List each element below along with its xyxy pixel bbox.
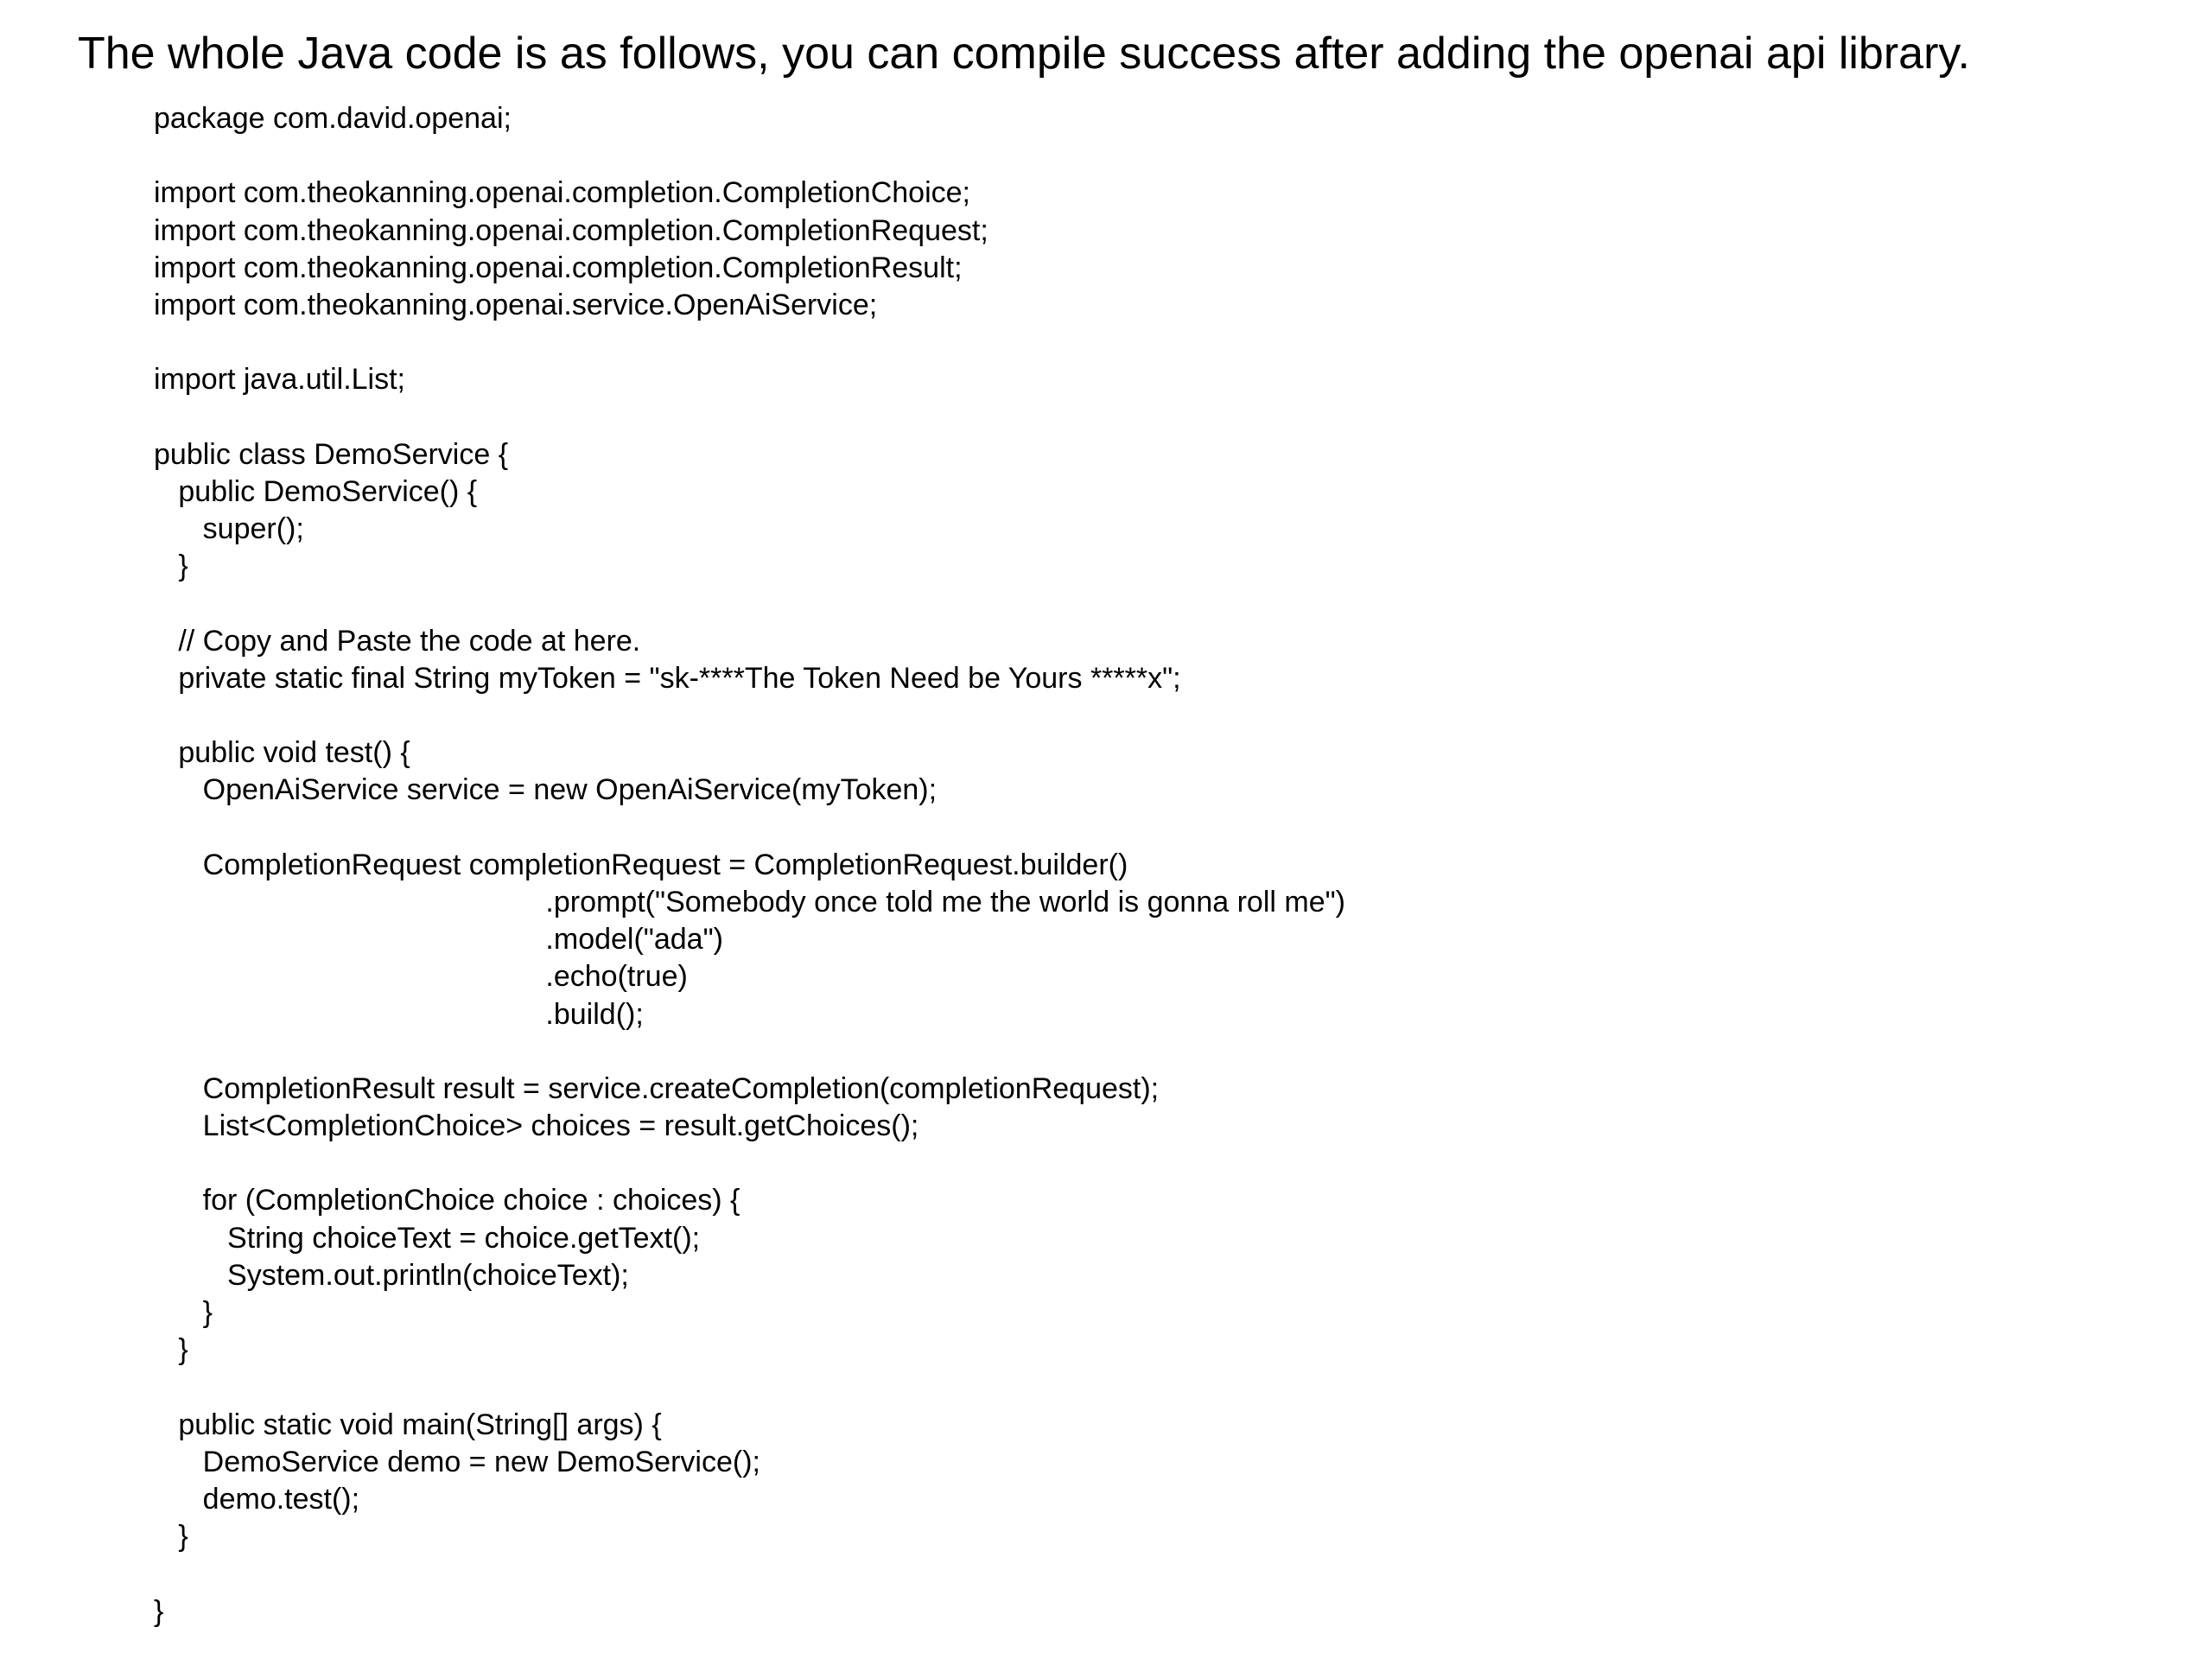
code-line: import java.util.List; [154, 363, 405, 397]
code-line: .prompt("Somebody once told me the world is gonna roll me") [154, 885, 1345, 918]
code-line: List<CompletionChoice> choices = result.getChoices(); [154, 1109, 919, 1143]
code-line: for (CompletionChoice choice : choices) { [154, 1184, 741, 1217]
code-line: super(); [154, 512, 304, 546]
code-line: DemoService demo = new DemoService(); [154, 1445, 760, 1478]
code-line: } [154, 1520, 188, 1554]
code-line: } [154, 1333, 188, 1367]
code-line: CompletionResult result = service.createCompletion(completionRequest); [154, 1071, 1160, 1105]
code-line: import com.theokanning.openai.service.OpenAiService; [154, 288, 878, 321]
code-line: .model("ada") [154, 923, 723, 957]
code-line [154, 697, 1345, 734]
code-line: public class DemoService { [154, 437, 509, 471]
code-line: import com.theokanning.openai.completion.CompletionRequest; [154, 213, 988, 247]
code-line: .build(); [154, 997, 644, 1031]
code-line: package com.david.openai; [154, 102, 512, 135]
java-code-block [154, 100, 1345, 1630]
code-line: demo.test(); [154, 1482, 360, 1516]
code-line: private static final String myToken = "sk-****The Token Need be Yours *****x"; [154, 661, 1181, 695]
code-line: import com.theokanning.openai.completion.CompletionResult; [154, 251, 963, 284]
code-line: } [154, 1594, 164, 1628]
code-line: public static void main(String[] args) { [154, 1408, 662, 1441]
code-line [154, 1555, 1345, 1592]
code-line: String choiceText = choice.getText(); [154, 1221, 701, 1255]
code-line [154, 399, 1345, 436]
code-line: public void test() { [154, 736, 410, 770]
code-line [154, 1145, 1345, 1182]
code-line [154, 324, 1345, 361]
code-line: } [154, 550, 188, 583]
code-line: import com.theokanning.openai.completion.CompletionChoice; [154, 176, 970, 210]
code-line [154, 137, 1345, 175]
code-line: CompletionRequest completionRequest = CompletionRequest.builder() [154, 848, 1128, 881]
code-line [154, 810, 1345, 847]
code-line: System.out.println(choiceText); [154, 1258, 629, 1292]
code-line [154, 1033, 1345, 1071]
code-line: // Copy and Paste the code at here. [154, 624, 641, 658]
code-line [154, 585, 1345, 622]
code-line: OpenAiService service = new OpenAiService(myToken); [154, 773, 938, 807]
code-line: public DemoService() { [154, 474, 478, 508]
code-line [154, 1369, 1345, 1406]
document-heading: The whole Java code is as follows, you can compile success after adding the openai api library. [78, 29, 1970, 79]
code-line: } [154, 1296, 213, 1329]
code-line: .echo(true) [154, 960, 688, 994]
